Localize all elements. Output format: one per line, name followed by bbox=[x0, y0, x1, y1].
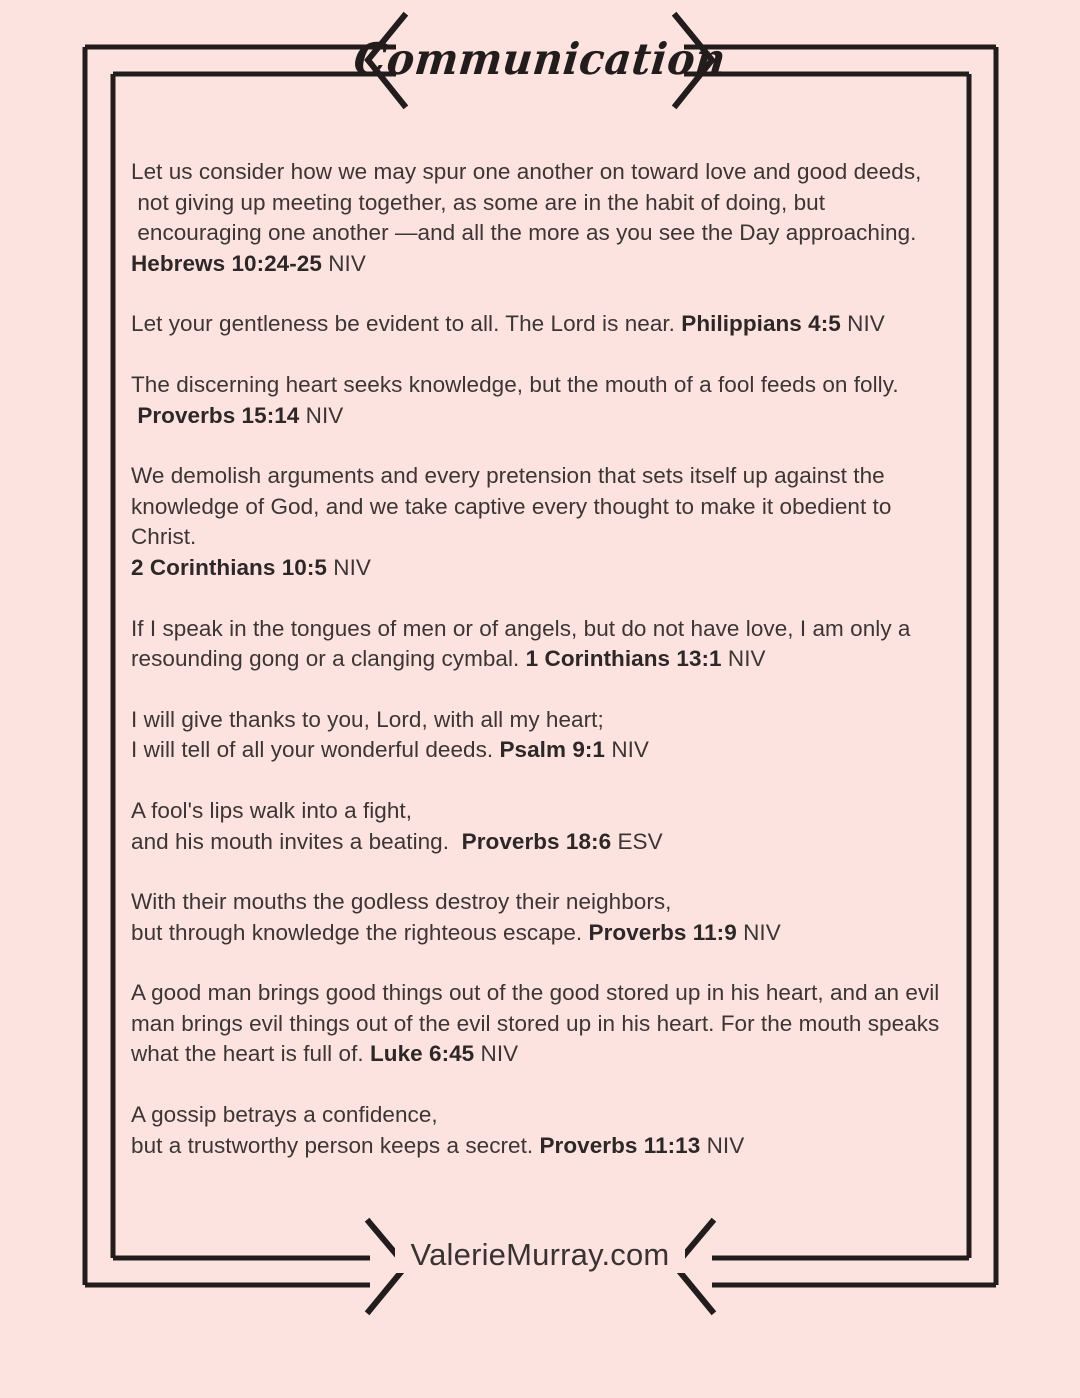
verse-reference: Proverbs 11:9 bbox=[588, 919, 737, 945]
verse-block bbox=[131, 157, 961, 279]
verse-reference: Hebrews 10:24-25 bbox=[131, 250, 322, 276]
verse-text: With their mouths the godless destroy their neighbors, bbox=[131, 889, 672, 915]
verse-text: The discerning heart seeks knowledge, but the mouth of a fool feeds on folly. bbox=[131, 371, 899, 397]
verse-block bbox=[131, 370, 961, 431]
verse-text: and his mouth invites a beating. bbox=[131, 828, 462, 854]
verse-reference-line bbox=[131, 553, 961, 584]
verse-block bbox=[131, 309, 961, 340]
verse-text: A gossip betrays a confidence, bbox=[131, 1102, 438, 1128]
verse-text: We demolish arguments and every pretension that sets itself up against the bbox=[131, 463, 885, 489]
verse-text: Christ. bbox=[131, 524, 197, 550]
verse-text: If I speak in the tongues of men or of angels, but do not have love, I am only a bbox=[131, 615, 911, 641]
verse-text-line bbox=[131, 370, 961, 401]
verse-reference-line bbox=[131, 401, 961, 432]
verse-text: I will give thanks to you, Lord, with all my heart; bbox=[131, 706, 604, 732]
verse-text-line bbox=[131, 1100, 961, 1131]
verse-reference: 2 Corinthians 10:5 bbox=[131, 554, 327, 580]
verse-text-line bbox=[131, 918, 961, 949]
page-title: Communication bbox=[351, 33, 729, 84]
verse-text: resounding gong or a clanging cymbal. bbox=[131, 646, 526, 672]
verse-text: man brings evil things out of the evil stored up in his heart. For the mouth speaks bbox=[131, 1010, 940, 1036]
verse-translation: NIV bbox=[305, 402, 344, 428]
verse-block bbox=[131, 461, 961, 583]
verse-text-line bbox=[131, 1039, 961, 1070]
verse-translation: NIV bbox=[706, 1132, 745, 1158]
verse-text: A fool's lips walk into a fight, bbox=[131, 797, 413, 823]
verse-text: what the heart is full of. bbox=[131, 1041, 370, 1067]
verse-translation: ESV bbox=[617, 828, 663, 854]
verse-text: A good man brings good things out of the good stored up in his heart, and an evil bbox=[131, 980, 940, 1006]
verse-text-line bbox=[131, 614, 961, 645]
verse-reference: Proverbs 18:6 bbox=[461, 828, 612, 854]
verse-list bbox=[131, 157, 961, 1161]
footer-banner bbox=[0, 1224, 1080, 1286]
verse-reference: 1 Corinthians 13:1 bbox=[525, 646, 722, 672]
verse-block bbox=[131, 614, 961, 675]
verse-text-line bbox=[131, 157, 961, 188]
verse-text-line bbox=[131, 796, 961, 827]
verse-block bbox=[131, 978, 961, 1070]
verse-text: Let us consider how we may spur one another on toward love and good deeds, bbox=[131, 159, 922, 184]
verse-translation: NIV bbox=[611, 737, 649, 763]
verse-reference: Proverbs 11:13 bbox=[539, 1132, 701, 1158]
verse-block bbox=[131, 705, 961, 766]
verse-text: knowledge of God, and we take captive every thought to make it obedient to bbox=[131, 493, 892, 519]
title-banner bbox=[0, 26, 1080, 92]
verse-block bbox=[131, 1100, 961, 1161]
verse-text-line bbox=[131, 218, 961, 249]
chevron-right-icon bbox=[676, 16, 712, 105]
verse-text: but through knowledge the righteous escape. bbox=[131, 919, 589, 945]
verse-text-line bbox=[131, 461, 961, 492]
verse-translation: NIV bbox=[847, 311, 885, 337]
verse-text-line bbox=[131, 188, 961, 219]
verse-text: not giving up meeting together, as some are in the habit of doing, but bbox=[131, 189, 826, 215]
verse-text-line bbox=[131, 492, 961, 523]
verse-reference: Psalm 9:1 bbox=[499, 737, 605, 763]
verse-reference: Luke 6:45 bbox=[369, 1041, 475, 1067]
verse-text: but a trustworthy person keeps a secret. bbox=[131, 1132, 540, 1158]
verse-text-line bbox=[131, 887, 961, 918]
verse-text-line bbox=[131, 735, 961, 766]
verse-translation: NIV bbox=[480, 1041, 519, 1067]
footer-website-label: ValerieMurray.com bbox=[395, 1237, 686, 1273]
verse-text-line bbox=[131, 705, 961, 736]
verse-text-line bbox=[131, 1131, 961, 1162]
verse-block bbox=[131, 887, 961, 948]
verse-text-line bbox=[131, 644, 961, 675]
verse-translation: NIV bbox=[727, 646, 766, 672]
verse-text-line bbox=[131, 309, 961, 340]
verse-text: encouraging one another —and all the more as you see the Day approaching. bbox=[131, 220, 917, 246]
verse-translation: NIV bbox=[328, 250, 366, 276]
verse-block bbox=[131, 796, 961, 857]
verse-text-line bbox=[131, 1009, 961, 1040]
verse-translation: NIV bbox=[743, 919, 781, 945]
verse-text: Let your gentleness be evident to all. The Lord is near. bbox=[131, 311, 682, 337]
verse-translation: NIV bbox=[333, 554, 371, 580]
verse-text-line bbox=[131, 827, 961, 858]
chevron-left-icon bbox=[368, 16, 404, 105]
verse-text: I will tell of all your wonderful deeds. bbox=[131, 737, 500, 763]
verse-text-line bbox=[131, 978, 961, 1009]
verse-reference: Philippians 4:5 bbox=[681, 311, 841, 337]
verse-reference-line bbox=[131, 249, 961, 280]
verse-text-line bbox=[131, 522, 961, 553]
verse-reference: Proverbs 15:14 bbox=[137, 402, 300, 428]
